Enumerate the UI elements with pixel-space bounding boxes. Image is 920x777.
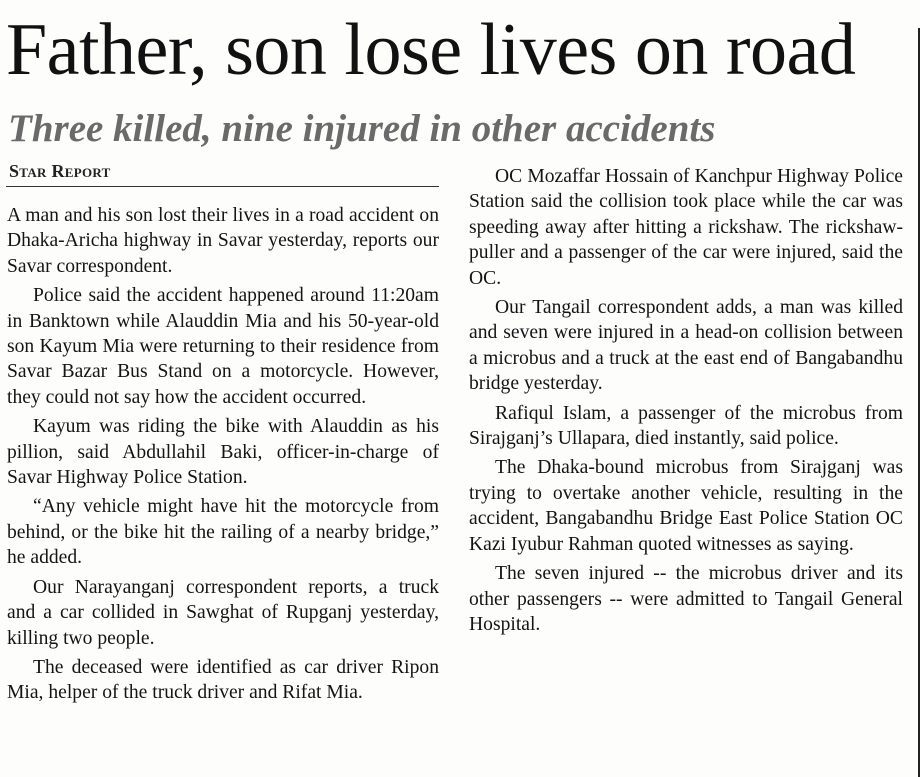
- paragraph: “Any vehicle might have hit the motorcycle from behind, or the bike hit the railing of a nearby bridge,” he added.: [7, 496, 439, 569]
- left-column: [7, 203, 439, 706]
- subheadline: Three killed, nine injured in other accidents: [8, 107, 716, 150]
- paragraph: The seven injured -- the microbus driver and its other passengers -- were admitted to Tangail General Hospital.: [469, 563, 903, 635]
- paragraph: OC Mozaffar Hossain of Kanchpur Highway Police Station said the collision took place while the car was speeding away after hitting a rickshaw. The rickshaw-puller and a passenger of the car were injured, said the OC.: [469, 166, 903, 289]
- byline: Star Report: [9, 161, 111, 181]
- paragraph: Police said the accident happened around 11:20am in Banktown while Alauddin Mia and his 50-year-old son Kayum Mia were returning to their residence from Savar Bazar Bus Stand on a motorcycle. However, they could not say how the accident occurred.: [7, 285, 439, 408]
- paragraph: Rafiqul Islam, a passenger of the microbus from Sirajganj’s Ullapara, died instantly, said police.: [469, 402, 903, 450]
- byline-divider: [6, 186, 439, 187]
- paragraph: The Dhaka-bound microbus from Sirajganj was trying to overtake another vehicle, resulting in the accident, Bangabandhu Bridge East Police Station OC Kazi Iyubur Rahman quoted witnesses as saying.: [469, 457, 903, 555]
- paragraph: The deceased were identified as car driver Ripon Mia, helper of the truck driver and Rifat Mia.: [7, 656, 439, 704]
- paragraph: Our Tangail correspondent adds, a man was killed and seven were injured in a head-on collision between a microbus and a truck at the east end of Bangabandhu bridge yesterday.: [469, 297, 903, 395]
- paragraph: A man and his son lost their lives in a road accident on Dhaka-Aricha highway in Savar yesterday, reports our Savar correspondent.: [7, 205, 439, 277]
- right-column: [469, 164, 903, 637]
- paragraph: Our Narayanganj correspondent reports, a truck and a car collided in Sawghat of Rupganj yesterday, killing two people.: [7, 576, 439, 649]
- paragraph: Kayum was riding the bike with Alauddin as his pillion, said Abdullahil Baki, officer-in-charge of Savar Highway Police Station.: [7, 416, 439, 489]
- headline: Father, son lose lives on road: [6, 9, 856, 91]
